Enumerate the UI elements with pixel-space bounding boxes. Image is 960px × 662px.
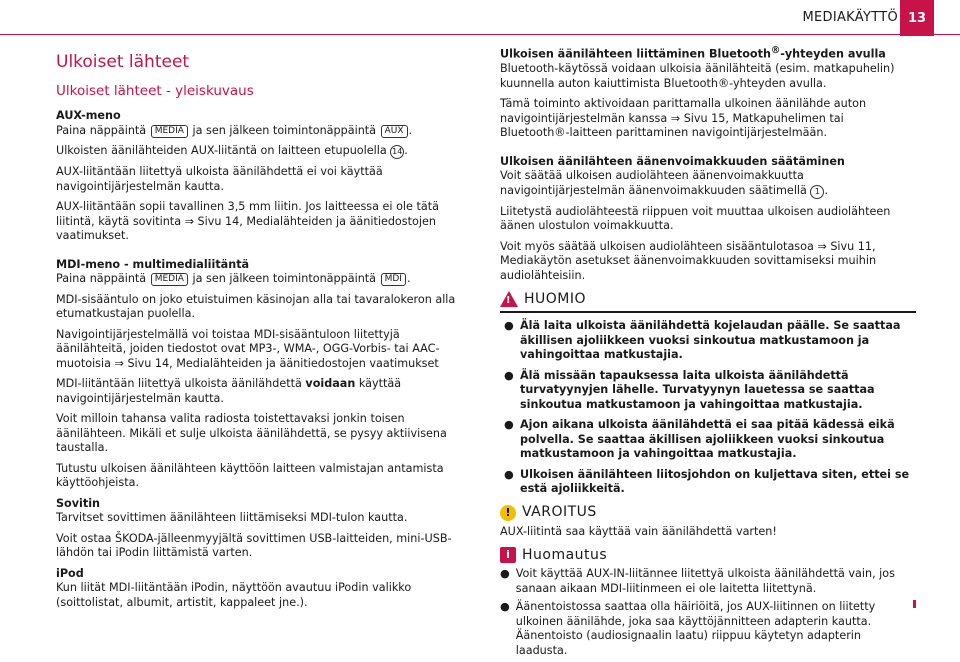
mdi-manual: Tutustu ulkoisen äänilähteen käyttöön laitteen valmistajan antamista käyttöohjeista. xyxy=(56,461,444,489)
huomio-box xyxy=(500,291,916,497)
huomautus-item: ● Äänentoistossa saattaa olla häiriöitä, jos AUX-liitinnen on liitetty ulkoinen äänilähde, joka saa käyttöjännitteen adapterin kautta. Äänentoisto (audiosignaalin laatu) riippuu käytetyn adapterin laadusta. xyxy=(500,600,916,658)
bluetooth-heading: Ulkoisen äänilähteen liittäminen Bluetooth®-yhteyden avulla xyxy=(500,45,886,61)
right-column xyxy=(500,44,916,662)
aux-location: Ulkoisten äänilähteiden AUX-liitäntä on laitteen etupuolella 14 . xyxy=(56,144,408,157)
sovitin-text-2: Voit ostaa ŠKODA-jälleenmyyjältä sovittimen USB-laitteiden, mini-USB-lähdön tai iPodin liittämistä varten. xyxy=(56,531,452,559)
sovitin-text-1: Tarvitset sovittimen äänilähteen liittämiseksi MDI-tulon kautta. xyxy=(56,511,408,524)
aux-note: AUX-liitäntään liitettyä ulkoista äänilähdettä ei voi käyttää navigointijärjestelmän kautta. xyxy=(56,165,383,193)
ipod-text: Kun liität MDI-liitäntään iPodin, näyttöön avautuu iPodin valikko (soittolistat, albumit, artistit, kappaleet jne.). xyxy=(56,581,412,609)
info-icon: i xyxy=(500,547,516,563)
header-rule xyxy=(0,34,960,35)
mdi-location: MDI-sisääntulo on joko etuistuimen käsinojan alla tai tavaralokeron alla etumatkustajan puolella. xyxy=(56,292,456,320)
mdi-formats: Navigointijärjestelmällä voi toistaa MDI-sisääntuloon liitettyjä äänilähteitä, joiden tiedostot ovat MP3-, WMA-, OGG-Vorbis- tai AAC-muotoisia ⇒ Sivu 14, Medialähteiden ja äänitiedostojen vaatimukset xyxy=(56,327,440,370)
left-column xyxy=(56,44,472,616)
callout-14-icon: 14 xyxy=(390,145,404,159)
aux-heading: AUX-meno xyxy=(56,109,121,122)
mdi-key-icon: MDI xyxy=(381,273,406,286)
callout-1-icon: 1 xyxy=(810,185,824,199)
ipod-heading: iPod xyxy=(56,566,84,580)
media-key-icon: MEDIA xyxy=(151,273,188,286)
mdi-heading: MDI-meno - multimedialiitäntä xyxy=(56,257,250,271)
volume-text-3: Voit myös säätää ulkoisen audiolähteen sisääntulotasoa ⇒ Sivu 11, Mediakäytön asetukset äänenvoimakkuuden sovittamiseksi muihin audiolähteisiin. xyxy=(500,239,877,282)
bluetooth-text-2: Tämä toiminto aktivoidaan parittamalla ulkoinen äänilähde auton navigointijärjestelmän kanssa ⇒ Sivu 15, Matkapuhelimen tai Bluetooth®-laitteen parittaminen navigointijärjestelmään. xyxy=(500,97,867,140)
varoitus-text: AUX-liitintä saa käyttää vain äänilähdettä varten! xyxy=(500,524,777,538)
varoitus-title: VAROITUS xyxy=(522,504,597,521)
volume-heading: Ulkoisen äänilähteen äänenvoimakkuuden säätäminen xyxy=(500,154,845,168)
mdi-radio: Voit milloin tahansa valita radiosta toistettavaksi jonkin toisen äänilähteen. Mikäli et sulje ulkoista äänilähdettä, se pysyy aktiivisena taustalla. xyxy=(56,412,447,454)
huomautus-box xyxy=(500,547,916,658)
sovitin-heading: Sovitin xyxy=(56,496,101,510)
mdi-navigation: MDI-liitäntään liitettyä ulkoista äänilähdettä voidaan käyttää navigointijärjestelmän kautta. xyxy=(56,377,402,405)
varoitus-box xyxy=(500,505,916,540)
huomio-title: HUOMIO xyxy=(524,290,587,307)
huomio-item: ● Ajon aikana ulkoista äänilähdettä ei saa pitää kädessä eikä polvella. Se saattaa äkillisen ajoliikkeen vuoksi sinkoutua matkustamoon ja vahingoittaa matkustajia. xyxy=(504,418,895,461)
mdi-instruction: Paina näppäintä MEDIA ja sen jälkeen toimintonäppäintä MDI . xyxy=(56,272,411,285)
huomio-item: ● Älä laita ulkoista äänilähdettä kojelaudan päälle. Se saattaa äkillisen ajoliikkeen vuoksi sinkoutua matkustamoon ja vahingoittaa matkustajia. xyxy=(504,319,901,362)
aux-connector: AUX-liitäntään sopii tavallinen 3,5 mm liitin. Jos laitteessa ei ole tätä liitintä, käytä sovitinta ⇒ Sivu 14, Medialähteiden ja äänitiedostojen vaatimukset. xyxy=(56,200,439,242)
huomio-item: ● Älä missään tapauksessa laita ulkoista äänilähdettä turvatyynyjen lähelle. Turvatyynyn lauetessa se saattaa sinkoutua matkustamoon ja vahingoittaa matkustajia. xyxy=(504,368,875,411)
section-title: Ulkoiset lähteet xyxy=(56,52,190,72)
huomio-item: ● Ulkoisen äänilähteen liitosjohdon on kuljettava siten, ettei se estä ajoliikkeitä. xyxy=(504,467,910,496)
huomautus-title: Huomautus xyxy=(522,546,608,563)
volume-text-2: Liitetystä audiolähteestä riippuen voit muuttaa ulkoisen audiolähteen äänen ulostulon voimakkuutta. xyxy=(500,204,891,233)
section-subtitle: Ulkoiset lähteet - yleiskuvaus xyxy=(56,83,254,99)
header-title: MEDIAKÄYTTÖ xyxy=(802,10,898,25)
warning-triangle-icon: ! xyxy=(500,291,518,307)
media-key-icon: MEDIA xyxy=(151,125,188,138)
volume-text-1: Voit säätää ulkoisen audiolähteen äänenvoimakkuutta navigointijärjestelmän äänenvoimakkuuden säätimellä 1 . xyxy=(500,169,829,197)
bluetooth-text-1: Bluetooth-käytössä voidaan ulkoisia äänilähteitä (esim. matkapuhelin) kuunnella auton kaiuttimista Bluetooth®-yhteyden avulla. xyxy=(500,62,895,90)
huomautus-item: ● Voit käyttää AUX-IN-liitännee liitettyä ulkoista äänilähdettä vain, jos sanaan aikaan MDI-liitinmeen ei ole laitetta liitettynä. xyxy=(500,567,895,595)
page-number: 13 xyxy=(900,0,934,36)
end-mark-icon xyxy=(913,600,916,608)
caution-circle-icon: ! xyxy=(500,505,516,521)
aux-instruction: Paina näppäintä MEDIA ja sen jälkeen toimintonäppäintä AUX . xyxy=(56,123,413,137)
aux-key-icon: AUX xyxy=(381,125,408,138)
